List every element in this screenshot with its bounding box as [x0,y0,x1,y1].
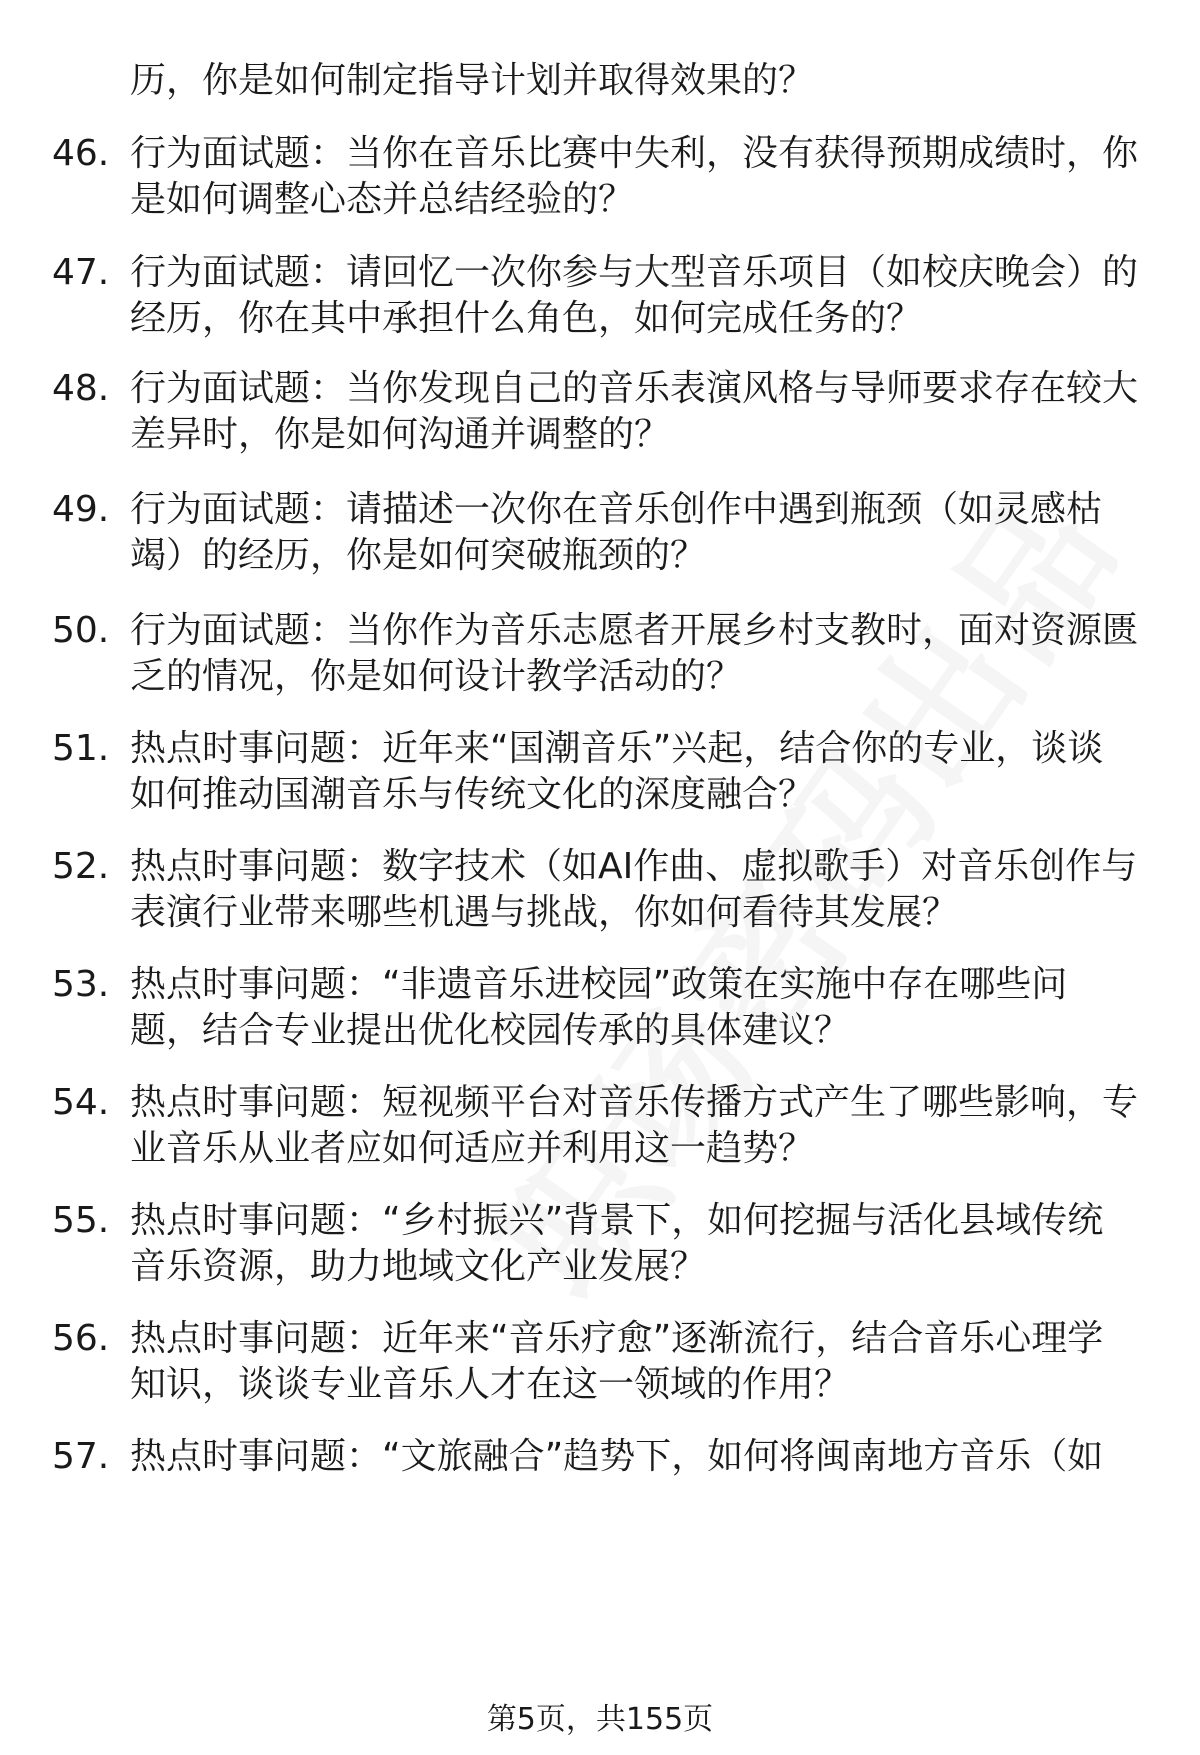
question-text [130,250,1152,342]
question-text [130,1434,1152,1480]
question-line: 业音乐从业者应如何适应并利用这一趋势？ [130,1128,815,1169]
question-number: 53. [52,964,110,1005]
question-line: 热点时事问题：短视频平台对音乐传播方式产生了哪些影响，专 [130,1082,1139,1123]
question-number: 47. [52,252,110,293]
question-line: 竭）的经历，你是如何突破瓶颈的？ [130,535,707,576]
question-line: 热点时事问题：近年来“音乐疗愈”逐渐流行，结合音乐心理学 [130,1318,1104,1359]
question-line: 行为面试题：当你发现自己的音乐表演风格与导师要求存在较大 [130,368,1139,409]
question-line: 如何推动国潮音乐与传统文化的深度融合？ [130,774,815,815]
question-number: 57. [52,1436,110,1477]
question-number: 54. [52,1082,110,1123]
question-line: 热点时事问题：“乡村振兴”背景下，如何挖掘与活化县域传统 [130,1200,1104,1241]
question-text [130,58,1152,104]
question-line: 乏的情况，你是如何设计教学活动的？ [130,656,743,697]
question-line: 热点时事问题：数字技术（如AI作曲、虚拟歌手）对音乐创作与 [130,846,1138,887]
question-text [130,1198,1152,1290]
question-number: 56. [52,1318,110,1359]
question-line: 是如何调整心态并总结经验的？ [130,179,635,220]
question-line: 热点时事问题：“文旅融合”趋势下，如何将闽南地方音乐（如 [130,1436,1104,1477]
question-number: 46. [52,133,110,174]
question-text [130,131,1152,223]
question-line: 行为面试题：当你作为音乐志愿者开展乡村支教时，面对资源匮 [130,610,1139,651]
question-text [130,1316,1152,1408]
question-text [130,608,1152,700]
question-line: 历，你是如何制定指导计划并取得效果的？ [130,60,815,101]
page-footer: 第5页，共155页 [486,1702,714,1737]
question-text [130,487,1152,579]
question-line: 行为面试题：当你在音乐比赛中失利，没有获得预期成绩时，你 [130,133,1139,174]
question-number: 55. [52,1200,110,1241]
question-number: 51. [52,728,110,769]
question-line: 热点时事问题：近年来“国潮音乐”兴起，结合你的专业，谈谈 [130,728,1104,769]
question-text [130,962,1152,1054]
question-text [130,844,1152,936]
question-line: 差异时，你是如何沟通并调整的？ [130,414,671,455]
question-text [130,366,1152,458]
question-number: 48. [52,368,110,409]
question-line: 热点时事问题：“非遗音乐进校园”政策在实施中存在哪些问 [130,964,1068,1005]
question-line: 表演行业带来哪些机遇与挑战，你如何看待其发展？ [130,892,959,933]
question-number: 49. [52,489,110,530]
question-line: 行为面试题：请描述一次你在音乐创作中遇到瓶颈（如灵感枯 [130,489,1103,530]
question-line: 题，结合专业提出优化校园传承的具体建议？ [130,1010,851,1051]
question-line: 音乐资源，助力地域文化产业发展？ [130,1246,707,1287]
question-number: 50. [52,610,110,651]
question-text [130,1080,1152,1172]
question-number: 52. [52,846,110,887]
question-line: 知识，谈谈专业音乐人才在这一领域的作用？ [130,1364,851,1405]
question-line: 经历，你在其中承担什么角色，如何完成任务的？ [130,298,923,339]
question-line: 行为面试题：请回忆一次你参与大型音乐项目（如校庆晚会）的 [130,252,1139,293]
question-text [130,726,1152,818]
